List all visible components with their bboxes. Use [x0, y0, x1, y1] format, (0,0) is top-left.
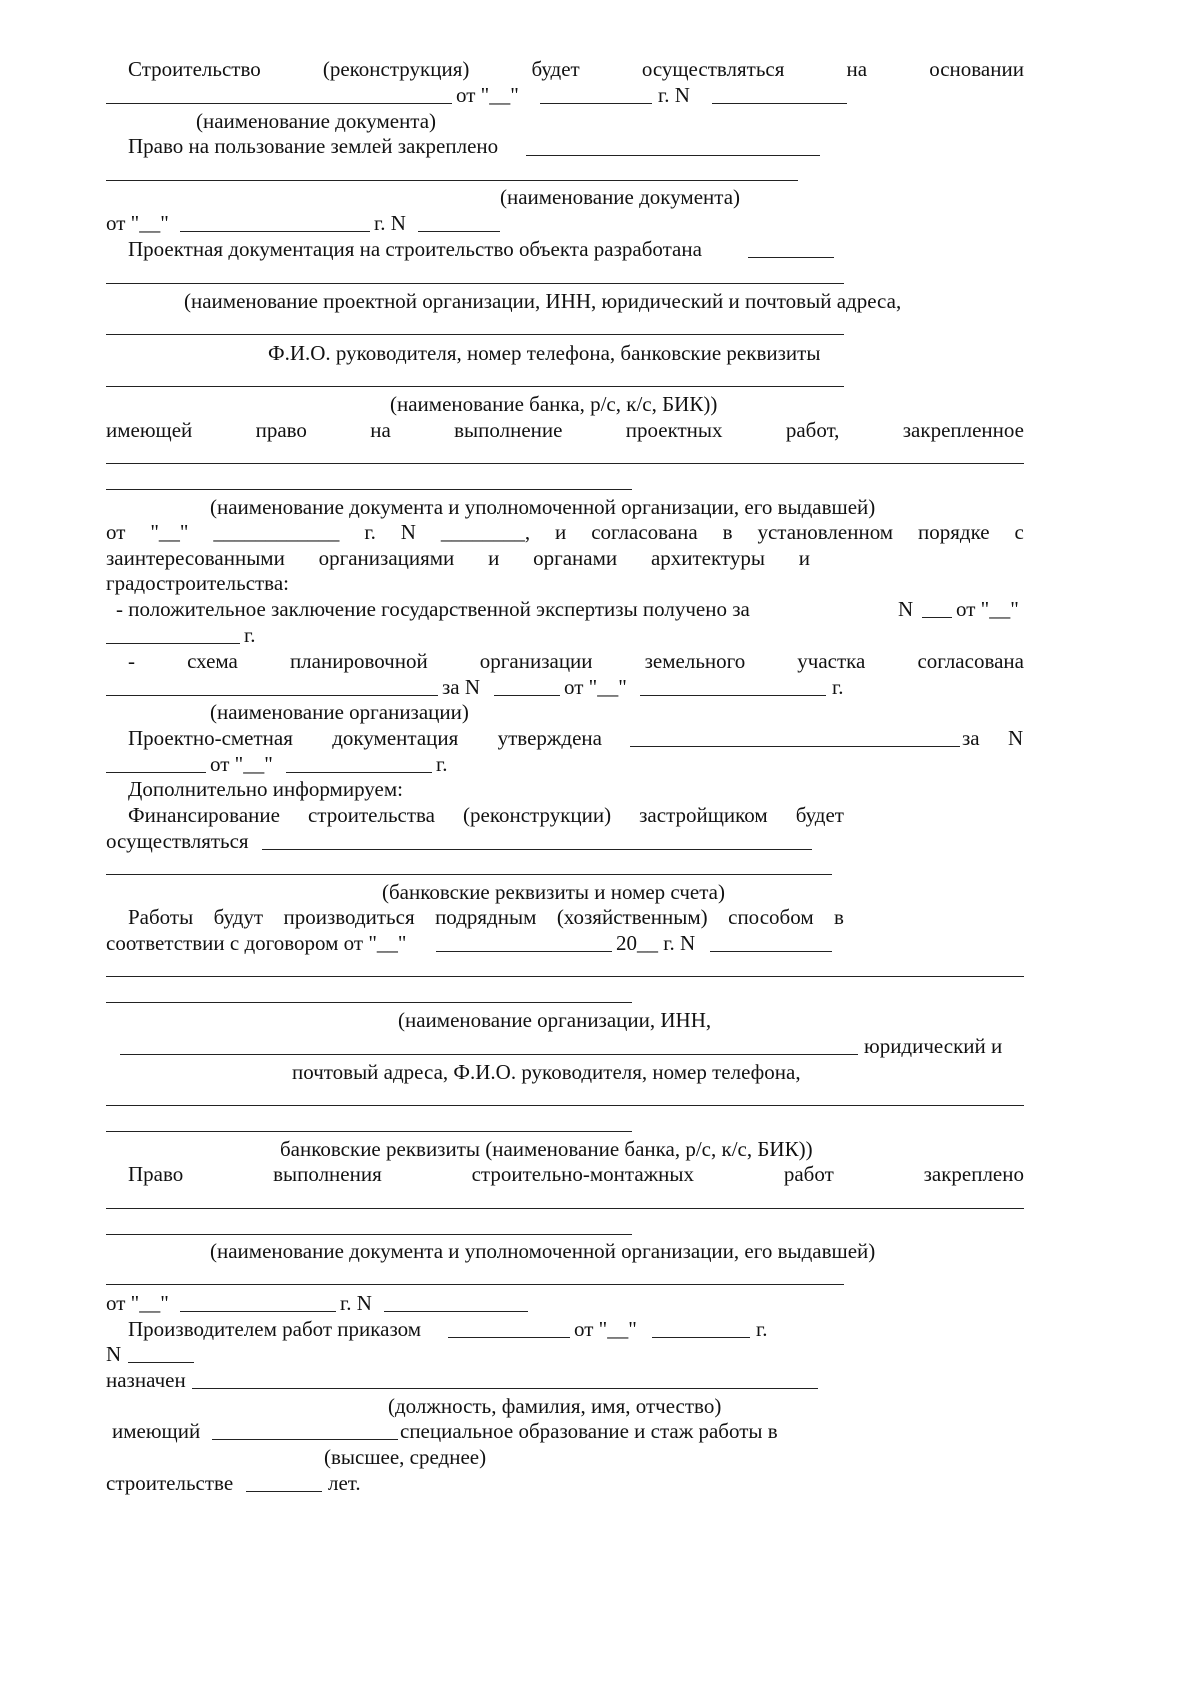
land-use-document-blank[interactable] — [526, 155, 820, 156]
land-use-right-label: Право на пользование землей закреплено — [128, 134, 499, 158]
caption-position-name: (должность, фамилия, имя, отчество) — [388, 1394, 722, 1418]
estimate-number-label: N — [1008, 726, 1024, 750]
contract-number-label: 20__ г. N — [616, 931, 696, 955]
expertise-date-blank[interactable] — [106, 643, 240, 644]
financing-line: Финансирование строительства (реконструкции) застройщиком будет — [128, 803, 844, 827]
project-org-blank-2[interactable] — [106, 283, 844, 284]
caption-education: (высшее, среднее) — [324, 1445, 487, 1469]
number-label: г. N — [658, 83, 690, 107]
contractor-blank-3[interactable] — [120, 1054, 858, 1055]
order-blank[interactable] — [448, 1337, 570, 1338]
site-plan-org-blank[interactable] — [106, 695, 438, 696]
number-label-3: г. N — [340, 1291, 372, 1315]
estimate-date-blank[interactable] — [286, 772, 432, 773]
caption-bank: (наименование банка, р/с, к/с, БИК)) — [390, 392, 718, 416]
number-blank[interactable] — [712, 103, 847, 104]
bank-details-blank[interactable] — [106, 386, 844, 387]
expertise-date-label: от "__" — [956, 597, 1019, 621]
caption-contractor-bank: банковские реквизиты (наименование банка, р/с, к/с, БИК)) — [280, 1137, 813, 1161]
contractor-blank-5[interactable] — [106, 1131, 632, 1132]
construction-right-line: Право выполнения строительно-монтажных работ закреплено — [128, 1162, 1024, 1186]
order-number-blank[interactable] — [128, 1362, 194, 1363]
year-mark-2: г. — [832, 675, 844, 699]
urban-planning-label: градостроительства: — [106, 571, 289, 595]
contract-date-blank[interactable] — [436, 951, 612, 952]
estimate-date-label: от "__" — [210, 752, 273, 776]
caption-project-org: (наименование проектной организации, ИНН, юридический и почтовый адреса, — [184, 289, 902, 313]
financing-blank[interactable] — [262, 849, 812, 850]
date-label-2: от "__" — [106, 211, 169, 235]
construction-right-blank[interactable] — [106, 1208, 1024, 1209]
site-plan-number-label: за N — [442, 675, 481, 699]
caption-issuing-org-2: (наименование документа и уполномоченной организации, его выдавшей) — [210, 1239, 876, 1263]
expertise-number-label: N — [898, 597, 914, 621]
appointed-label: назначен — [106, 1368, 186, 1392]
experience-years-blank[interactable] — [246, 1491, 322, 1492]
order-number-label: N — [106, 1342, 122, 1366]
order-date-blank[interactable] — [652, 1337, 750, 1338]
estimate-for-label: за — [962, 726, 980, 750]
year-mark-4: г. — [756, 1317, 768, 1341]
number-blank-3[interactable] — [384, 1311, 528, 1312]
caption-postal-address: почтовый адреса, Ф.И.О. руководителя, номер телефона, — [292, 1060, 801, 1084]
year-mark-3: г. — [436, 752, 448, 776]
financing-line-2: осуществляться — [106, 829, 249, 853]
caption-issuing-org: (наименование документа и уполномоченной организации, его выдавшей) — [210, 495, 876, 519]
land-use-document-blank-2[interactable] — [106, 180, 798, 181]
caption-document-name-2: (наименование документа) — [499, 185, 741, 209]
date-blank[interactable] — [540, 103, 652, 104]
number-label-2: г. N — [374, 211, 406, 235]
experience-label: строительстве — [106, 1471, 234, 1495]
order-date-label: от "__" — [574, 1317, 637, 1341]
estimate-number-blank[interactable] — [106, 772, 206, 773]
date-blank-3[interactable] — [180, 1311, 336, 1312]
having-label: имеющий — [112, 1419, 201, 1443]
date-label: от "__" — [456, 83, 519, 107]
design-right-line: имеющей право на выполнение проектных работ, закрепленное — [106, 418, 1024, 442]
construction-right-blank-2[interactable] — [106, 1234, 632, 1235]
date-blank-2[interactable] — [180, 231, 370, 232]
expertise-number-blank[interactable] — [922, 617, 952, 618]
expertise-label: - положительное заключение государственной экспертизы получено за — [116, 597, 750, 621]
site-plan-number-blank[interactable] — [494, 695, 560, 696]
date-label-3: от "__" — [106, 1291, 169, 1315]
education-blank[interactable] — [212, 1439, 398, 1440]
contractor-blank-4[interactable] — [106, 1105, 1024, 1106]
legal-address-label: юридический и — [864, 1034, 1003, 1058]
caption-contractor: (наименование организации, ИНН, — [398, 1008, 712, 1032]
caption-document-name: (наименование документа) — [196, 109, 437, 133]
project-docs-label: Проектная документация на строительство объекта разработана — [128, 237, 702, 261]
number-blank-2[interactable] — [418, 231, 500, 232]
works-manager-order-label: Производителем работ приказом — [128, 1317, 422, 1341]
design-right-blank-2[interactable] — [106, 489, 632, 490]
contract-label: соответствии с договором от "__" — [106, 931, 407, 955]
construction-right-blank-3[interactable] — [106, 1284, 844, 1285]
site-plan-date-blank[interactable] — [640, 695, 826, 696]
year-mark: г. — [244, 623, 256, 647]
construction-basis-line: Строительство (реконструкция) будет осуществляться на основании — [128, 57, 1024, 81]
education-label: специальное образование и стаж работы в — [400, 1419, 778, 1443]
additional-info-label: Дополнительно информируем: — [128, 777, 403, 801]
project-org-blank-3[interactable] — [106, 334, 844, 335]
site-plan-line: - схема планировочной организации земельного участка согласована — [128, 649, 1024, 673]
appointee-blank[interactable] — [192, 1388, 818, 1389]
contract-number-blank[interactable] — [710, 951, 832, 952]
caption-director: Ф.И.О. руководителя, номер телефона, банковские реквизиты — [268, 341, 821, 365]
years-label: лет. — [328, 1471, 361, 1495]
works-method-line: Работы будут производиться подрядным (хозяйственным) способом в — [128, 905, 844, 929]
estimate-docs-line: Проектно-сметная документация утверждена — [128, 726, 602, 750]
agreement-line: от "__" ____________ г. N ________, и согласована в установленном порядке с — [106, 520, 1024, 544]
contractor-blank-2[interactable] — [106, 1002, 632, 1003]
document-name-blank[interactable] — [106, 103, 452, 104]
caption-bank-account: (банковские реквизиты и номер счета) — [382, 880, 725, 904]
caption-organization: (наименование организации) — [210, 700, 469, 724]
site-plan-date-label: от "__" — [564, 675, 627, 699]
design-right-blank[interactable] — [106, 463, 1024, 464]
contractor-blank[interactable] — [106, 976, 1024, 977]
agreement-line-2: заинтересованными организациями и органами архитектуры и — [106, 546, 810, 570]
financing-blank-2[interactable] — [106, 874, 832, 875]
project-org-blank[interactable] — [748, 257, 834, 258]
estimate-approver-blank[interactable] — [630, 746, 960, 747]
